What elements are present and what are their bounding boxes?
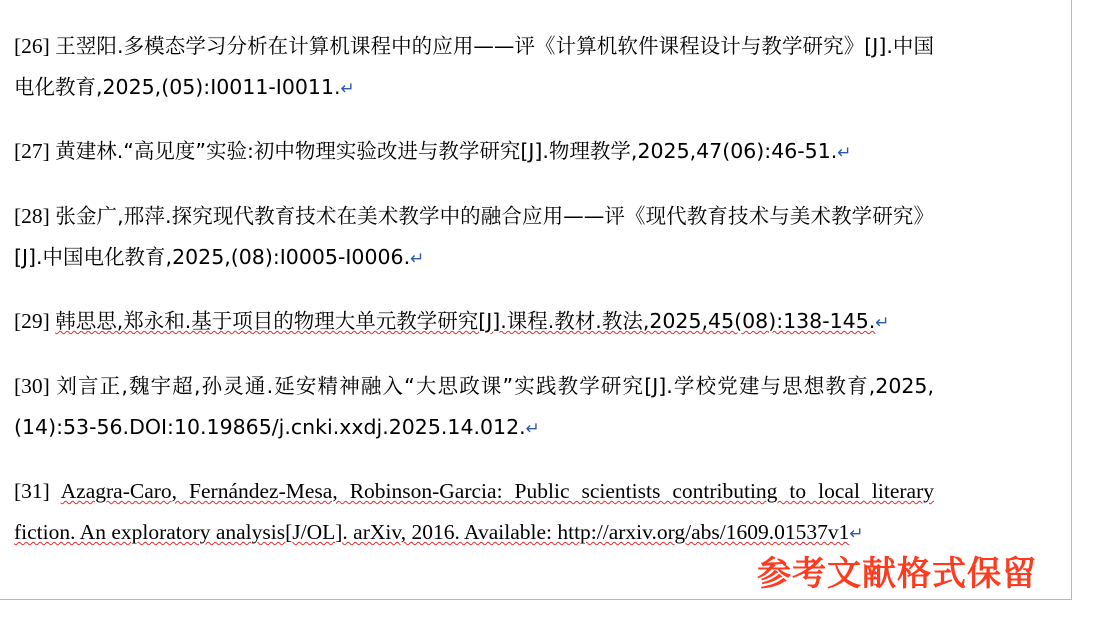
pilcrow-mark: ↵	[849, 524, 864, 544]
reference-paragraph-26[interactable]	[14, 26, 934, 110]
pilcrow-mark: ↵	[340, 78, 355, 99]
page-right-gutter	[1073, 0, 1115, 639]
pilcrow-mark: ↵	[410, 248, 425, 269]
reference-paragraph-28[interactable]	[14, 196, 934, 280]
reference-text-29: 韩思思,郑永和.基于项目的物理大单元教学研究[J].课程.教材.教法,2025,45(08):138-145.	[55, 309, 876, 333]
reference-marker-30: [30]	[14, 373, 50, 398]
reference-marker-31: [31]	[14, 479, 50, 503]
page-bottom-gutter	[0, 601, 1073, 639]
reference-marker-27: [27]	[14, 139, 50, 163]
reference-text-28: 张金广,邢萍.探究现代教育技术在美术教学中的融合应用——评《现代教育技术与美术教学研究》[J].中国电化教育,2025,(08):I0005-I0006.	[14, 203, 935, 269]
annotation-label: 参考文献格式保留	[757, 554, 1037, 594]
reference-text-27: 黄建林.“高见度”实验:初中物理实验改进与教学研究[J].物理教学,2025,47(06):46-51.	[55, 139, 838, 163]
reference-marker-28: [28]	[14, 203, 50, 228]
pilcrow-mark: ↵	[875, 313, 890, 333]
reference-text-26: 王翌阳.多模态学习分析在计算机课程中的应用——评《计算机软件课程设计与教学研究》[J].中国电化教育,2025,(05):I0011-I0011.	[14, 33, 934, 99]
pilcrow-mark: ↵	[525, 418, 540, 439]
pilcrow-mark: ↵	[837, 143, 852, 163]
document-text-body[interactable]	[14, 4, 934, 577]
reference-marker-29: [29]	[14, 309, 50, 333]
reference-paragraph-30[interactable]	[14, 366, 934, 450]
reference-paragraph-27[interactable]	[14, 131, 934, 174]
reference-text-31: Azagra-Caro, Fernández-Mesa, Robinson-Garcia: Public scientists contributing to local literary fiction. An exploratory analysis[J/OL]. arXiv, 2016. Available: http://arxiv.org/abs/1609.01537v1	[14, 479, 934, 544]
reference-paragraph-29[interactable]	[14, 301, 934, 344]
reference-text-30: 刘言正,魏宇超,孙灵通.延安精神融入“大思政课”实践教学研究[J].学校党建与思想教育,2025,(14):53-56.DOI:10.19865/j.cnki.xxdj.2025.14.012.	[14, 373, 934, 439]
reference-paragraph-31[interactable]	[14, 471, 934, 555]
reference-marker-26: [26]	[14, 33, 50, 58]
